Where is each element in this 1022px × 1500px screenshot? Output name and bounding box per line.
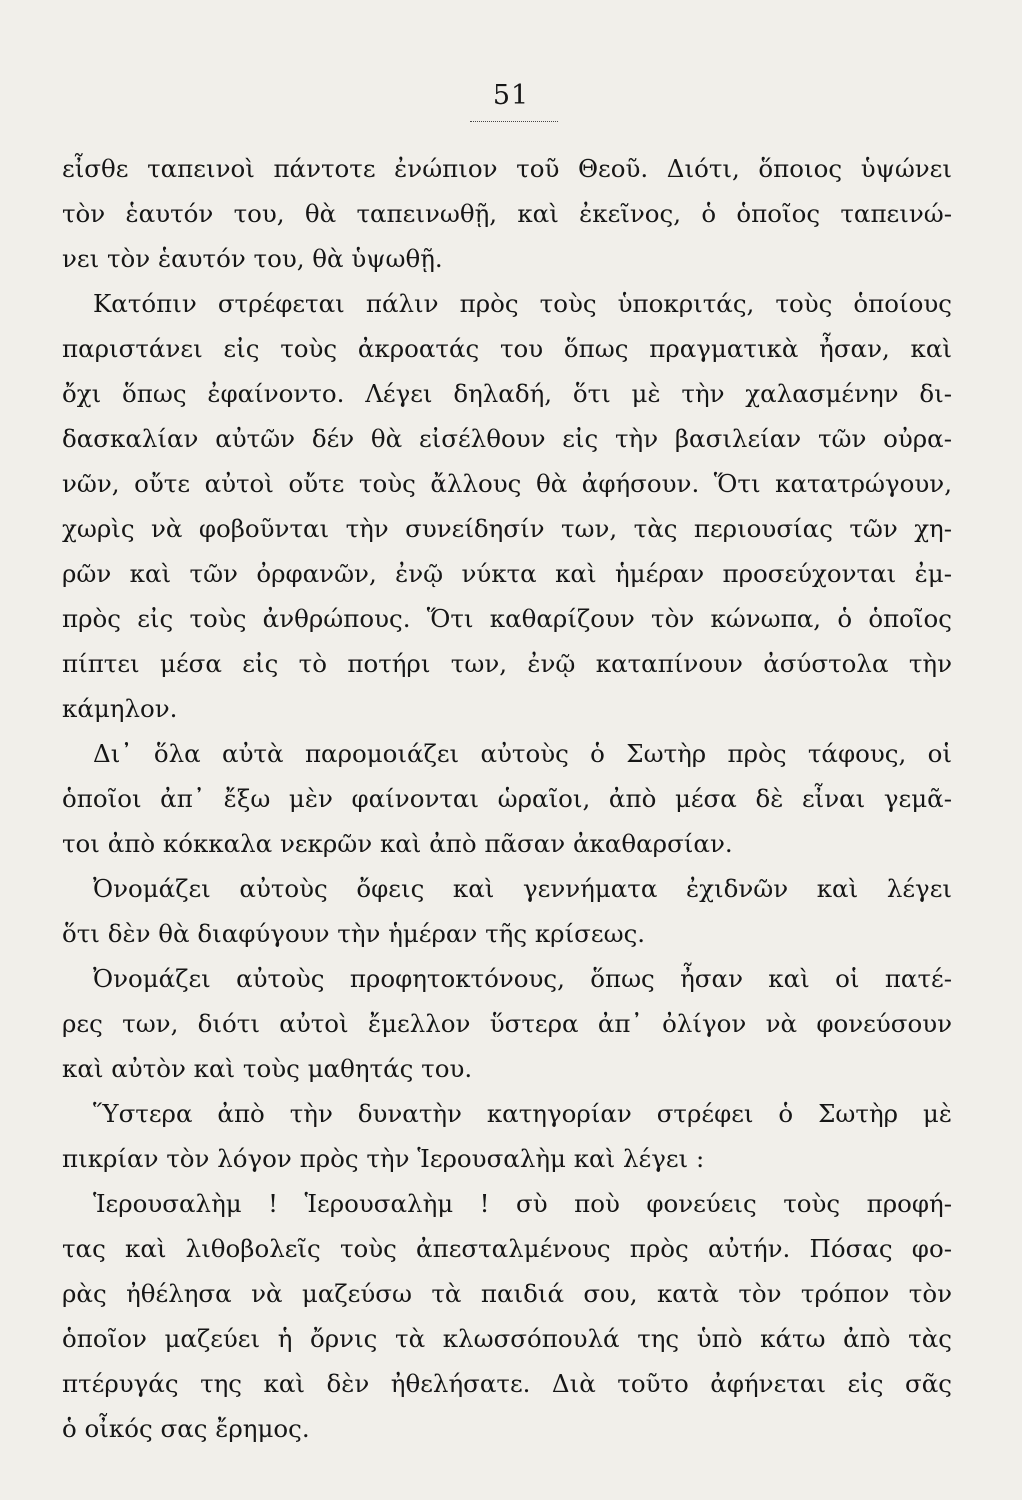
page-number: 51: [492, 80, 530, 111]
paragraph: [62, 146, 952, 281]
text-line: ὁ οἶκός σας ἔρημος.: [62, 1414, 310, 1443]
text-line: ὅτι δὲν θὰ διαφύγουν τὴν ἡμέραν τῆς κρίσεως.: [62, 919, 646, 948]
text-line: κάμηλον.: [62, 694, 178, 723]
text-line: Κατόπιν στρέφεται πάλιν πρὸς τοὺς ὑποκριτάς, τοὺς ὁποίους: [93, 289, 952, 318]
text-line: Ὀνομάζει αὐτοὺς ὄφεις καὶ γεννήματα ἐχιδνῶν καὶ λέγει: [93, 874, 952, 903]
paragraph: [62, 956, 952, 1091]
text-line: νει τὸν ἑαυτόν του, θὰ ὑψωθῇ.: [62, 244, 443, 273]
text-line: ὄχι ὅπως ἐφαίνοντο. Λέγει δηλαδή, ὅτι μὲ τὴν χαλασμένην δι-: [62, 379, 952, 408]
text-line: Ὀνομάζει αὐτοὺς προφητοκτόνους, ὅπως ἦσαν καὶ οἱ πατέ-: [93, 964, 952, 993]
paragraph: [62, 1091, 952, 1181]
text-line: χωρὶς νὰ φοβοῦνται τὴν συνείδησίν των, τὰς περιουσίας τῶν χη-: [62, 514, 952, 543]
text-line: ὁποῖον μαζεύει ἡ ὄρνις τὰ κλωσσόπουλά της ὑπὸ κάτω ἀπὸ τὰς: [62, 1324, 952, 1353]
text-line: δασκαλίαν αὐτῶν δέν θὰ εἰσέλθουν εἰς τὴν βασιλείαν τῶν οὐρα-: [62, 424, 952, 453]
paragraph: [62, 866, 952, 956]
text-line: Δι᾽ ὅλα αὐτὰ παρομοιάζει αὐτοὺς ὁ Σωτὴρ πρὸς τάφους, οἱ: [93, 739, 952, 768]
paragraph: [62, 1181, 952, 1451]
text-line: καὶ αὐτὸν καὶ τοὺς μαθητάς του.: [62, 1054, 473, 1083]
text-line: ρες των, διότι αὐτοὶ ἔμελλον ὕστερα ἀπ᾽ ὀλίγον νὰ φονεύσουν: [62, 1009, 952, 1038]
text-line: παριστάνει εἰς τοὺς ἀκροατάς του ὅπως πραγματικὰ ἦσαν, καὶ: [62, 334, 952, 363]
text-line: πτέρυγάς της καὶ δὲν ἠθελήσατε. Διὰ τοῦτο ἀφήνεται εἰς σᾶς: [62, 1369, 952, 1398]
text-line: πίπτει μέσα εἰς τὸ ποτήρι των, ἐνῷ καταπίνουν ἀσύστολα τὴν: [62, 649, 952, 678]
text-line: πρὸς εἰς τοὺς ἀνθρώπους. Ὅτι καθαρίζουν τὸν κώνωπα, ὁ ὁποῖος: [62, 604, 952, 633]
paragraph: [62, 281, 952, 731]
page-number-rule: [470, 121, 558, 122]
text-line: ὁποῖοι ἀπ᾽ ἔξω μὲν φαίνονται ὡραῖοι, ἀπὸ μέσα δὲ εἶναι γεμᾶ-: [62, 784, 952, 813]
text-line: πικρίαν τὸν λόγον πρὸς τὴν Ἱερουσαλὴμ καὶ λέγει :: [62, 1144, 705, 1173]
text-line: τοι ἀπὸ κόκκαλα νεκρῶν καὶ ἀπὸ πᾶσαν ἀκαθαρσίαν.: [62, 829, 733, 858]
paragraph: [62, 731, 952, 866]
text-line: ρὰς ἠθέλησα νὰ μαζεύσω τὰ παιδιά σου, κατὰ τὸν τρόπον τὸν: [62, 1279, 952, 1308]
text-line: ρῶν καὶ τῶν ὀρφανῶν, ἐνῷ νύκτα καὶ ἡμέραν προσεύχονται ἐμ-: [62, 559, 952, 588]
text-line: νῶν, οὔτε αὐτοὶ οὔτε τοὺς ἄλλους θὰ ἀφήσουν. Ὅτι κατατρώγουν,: [62, 469, 952, 498]
text-line: Ἱερουσαλὴμ ! Ἱερουσαλὴμ ! σὺ ποὺ φονεύεις τοὺς προφή-: [93, 1189, 952, 1218]
text-line: Ὕστερα ἀπὸ τὴν δυνατὴν κατηγορίαν στρέφει ὁ Σωτὴρ μὲ: [93, 1099, 952, 1128]
text-line: τὸν ἑαυτόν του, θὰ ταπεινωθῇ, καὶ ἐκεῖνος, ὁ ὁποῖος ταπεινώ-: [62, 199, 952, 228]
body-text: [62, 146, 952, 1451]
text-line: εἶσθε ταπεινοὶ πάντοτε ἐνώπιον τοῦ Θεοῦ. Διότι, ὅποιος ὑψώνει: [62, 154, 952, 183]
text-line: τας καὶ λιθοβολεῖς τοὺς ἀπεσταλμένους πρὸς αὐτήν. Πόσας φο-: [62, 1234, 952, 1263]
